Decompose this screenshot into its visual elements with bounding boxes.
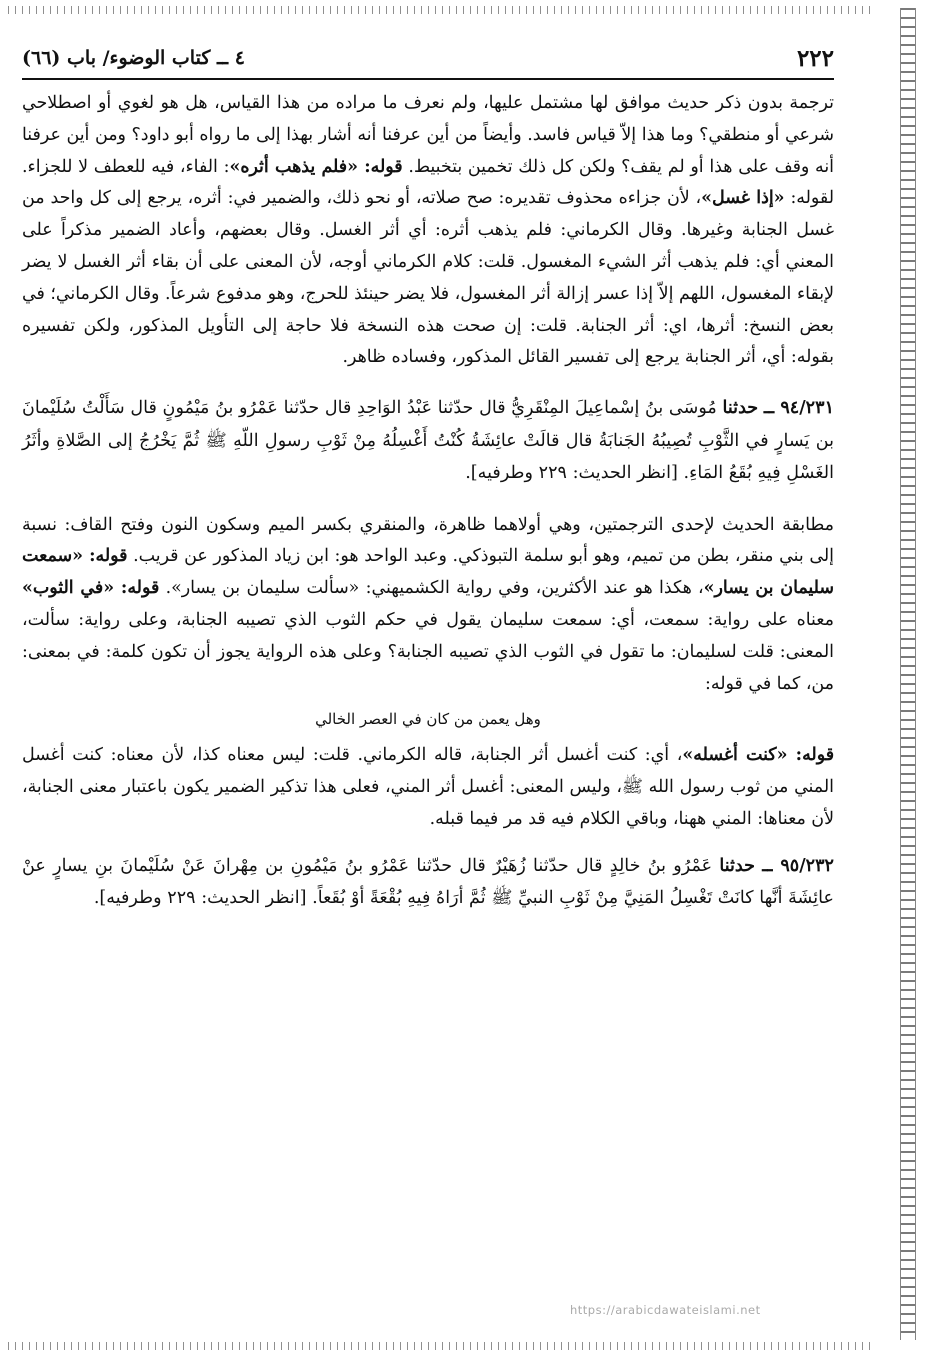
page-header: [22, 38, 834, 80]
poetry-verse: وهل يعمن من كان في العصر الخالي: [315, 710, 541, 729]
commentary-paragraph-2: مطابقة الحديث لإحدى الترجمتين، وهي أولاهما ظاهرة، والمنقري بكسر الميم وسكون النون وفتح القاف: نسبة إلى بني منقر، بطن من تميم، وهو أبو سلمة التبوذكي. وعبد الواحد هو: ابن زياد المذكور عن قريب. قوله: «سمعت سليمان بن يسار»، هكذا هو عند الأكثرين، وفي رواية الكشميهني: «سألت سليمان بن يسار». قوله: «في الثوب» معناه على رواية: سمعت، أي: سمعت سليمان يقول في حكم الثوب الذي تصيبه الجنابة، وعلى رواية: سألت، المعنى: قلت لسليمان: ما تقول في الثوب الذي تصيبه الجنابة؟ وعلى هذه الرواية يجوز أن تكون كلمة: في بمعنى: من، كما في قوله:: [22, 514, 834, 694]
quote-label: قوله: «سمعت سليمان بن يسار»: [22, 546, 834, 599]
quote-label: قوله: «كنت أغسله»: [682, 745, 835, 766]
watermark-url: https://arabicdawateislami.net: [570, 1303, 761, 1317]
commentary-paragraph-3: قوله: «كنت أغسله»، أي: كنت أغسل أثر الجنابة، قاله الكرماني. قلت: ليس معناه كذا، لأن معناه: كنت أغسل المني من ثوب رسول الله ﷺ، وليس المعنى: أغسل أثر المني، فعلى هذا تذكير الضمير يكون باعتبار معنى الجنابة، لأن معناها: المني ههنا، وباقي الكلام فيه قد مر فيما قبله.: [22, 745, 835, 830]
quote-label: قوله: «فلم يذهب أثره»: [229, 156, 403, 177]
top-ornament-border: [8, 6, 874, 14]
commentary-paragraph-1: ترجمة بدون ذكر حديث موافق لها مشتمل عليها، ولم نعرف ما مراده من هذا القياس، هل هو لغوي أو اصطلاحي شرعي أو منطقي؟ وما هذا إلاّ قياس فاسد. وأيضاً من أين عرفنا أنه أشار بهذا إلى ما رواه أبو داود؟ ومن أين عرفنا أنه وقف على هذا أو لم يقف؟ ولكن كل ذلك تخمين بتخبيط. قوله: «فلم يذهب أثره»: الفاء، فيه للعطف لا للجزاء. لقوله: «إذا غسل»، لأن جزاءه محذوف تقديره: صح صلاته، أو نحو ذلك، والضمير في: أثره، يرجع إلى كل واحد من غسل الجنابة وغيرها. وقال الكرماني: فلم يذهب أثره: أي أثر الغسل. وقال بعضهم، وأعاد الضمير مذكراً على المعني أي: فلم يذهب أثر الشيء المغسول. قلت: كلام الكرماني أوجه، لأن المعنى على أن بقاء أثر الغسل لا يضر لإبقاء المغسول، اللهم إلاّ إذا عسر إزالة أثر المغسول، فلا يضر حينئذ للحرج، وهو مدفوع شرعاً. وقال الكرماني؛ في بعض النسخ: أثرها، اي: أثر الجنابة. قلت: إن صحت هذه النسخة فلا حاجة إلى التأويل المذكور، ولكن تفسيره بقوله: أي، أثر الجنابة يرجع إلى تفسير القائل المذكور، وفساده ظاهر.: [22, 93, 835, 368]
hadith-text: مُوسَى بنُ إسْماعِيلَ المِنْقَرِيُّ قال حدّثنا عَبْدُ الوَاحِدِ قال حدّثنا عَمْرُو بنُ مَيْمُونٍ قال سَأَلْتُ سُلَيْمانَ بن يَسارٍ في الثَّوْبِ تُصِيبُهُ الجَنابَةُ قال قالَتْ عائِشَةُ كُنْتُ أَغْسِلُهُ مِنْ ثَوْبِ رسولِ اللّهِ ﷺ ثُمَّ يَخْرُجُ إلى الصَّلاةِ وأثَرُ الغَسْلِ فِيهِ بُقَعُ المَاءِ. [انظر الحديث: ٢٢٩ وطرفيه].: [22, 398, 834, 484]
hadith-label: حدثنا: [719, 854, 756, 876]
book-page: [22, 38, 834, 1328]
quote-label: قوله: «في الثوب»: [22, 578, 160, 599]
hadith-number: ٩٤/٢٣١ ــ: [763, 397, 835, 419]
hadith-label: حدثنا: [722, 397, 759, 419]
hadith-number: ٩٥/٢٣٢ ــ: [762, 854, 835, 876]
bottom-ornament-border: [8, 1342, 874, 1350]
page-number: ٢٢٢: [796, 44, 834, 72]
hadith-231: [22, 392, 834, 490]
quote-label: «إذا غسل»: [701, 188, 785, 209]
running-title: ٤ ــ كتاب الوضوء/ باب (٦٦): [22, 47, 245, 69]
hadith-232: [22, 850, 834, 915]
hadith-text: عَمْرُو بنُ خالِدٍ قال حدّثنا زُهَيْرٌ قال حدّثنا عَمْرُو بنُ مَيْمُونِ بن مِهْرانَ عَنْ سُلَيْمانَ بنِ يسارٍ عنْ عائِشَةَ أنَّها كانَتْ تَغْسِلُ المَنِيَّ مِنْ ثَوْبِ النبيِّ ﷺ ثُمَّ أرَاهُ فِيهِ بُقْعَةً أوْ بُقَعاً. [انظر الحديث: ٢٢٩ وطرفيه].: [22, 855, 834, 909]
side-ornament-border: [900, 8, 916, 1340]
